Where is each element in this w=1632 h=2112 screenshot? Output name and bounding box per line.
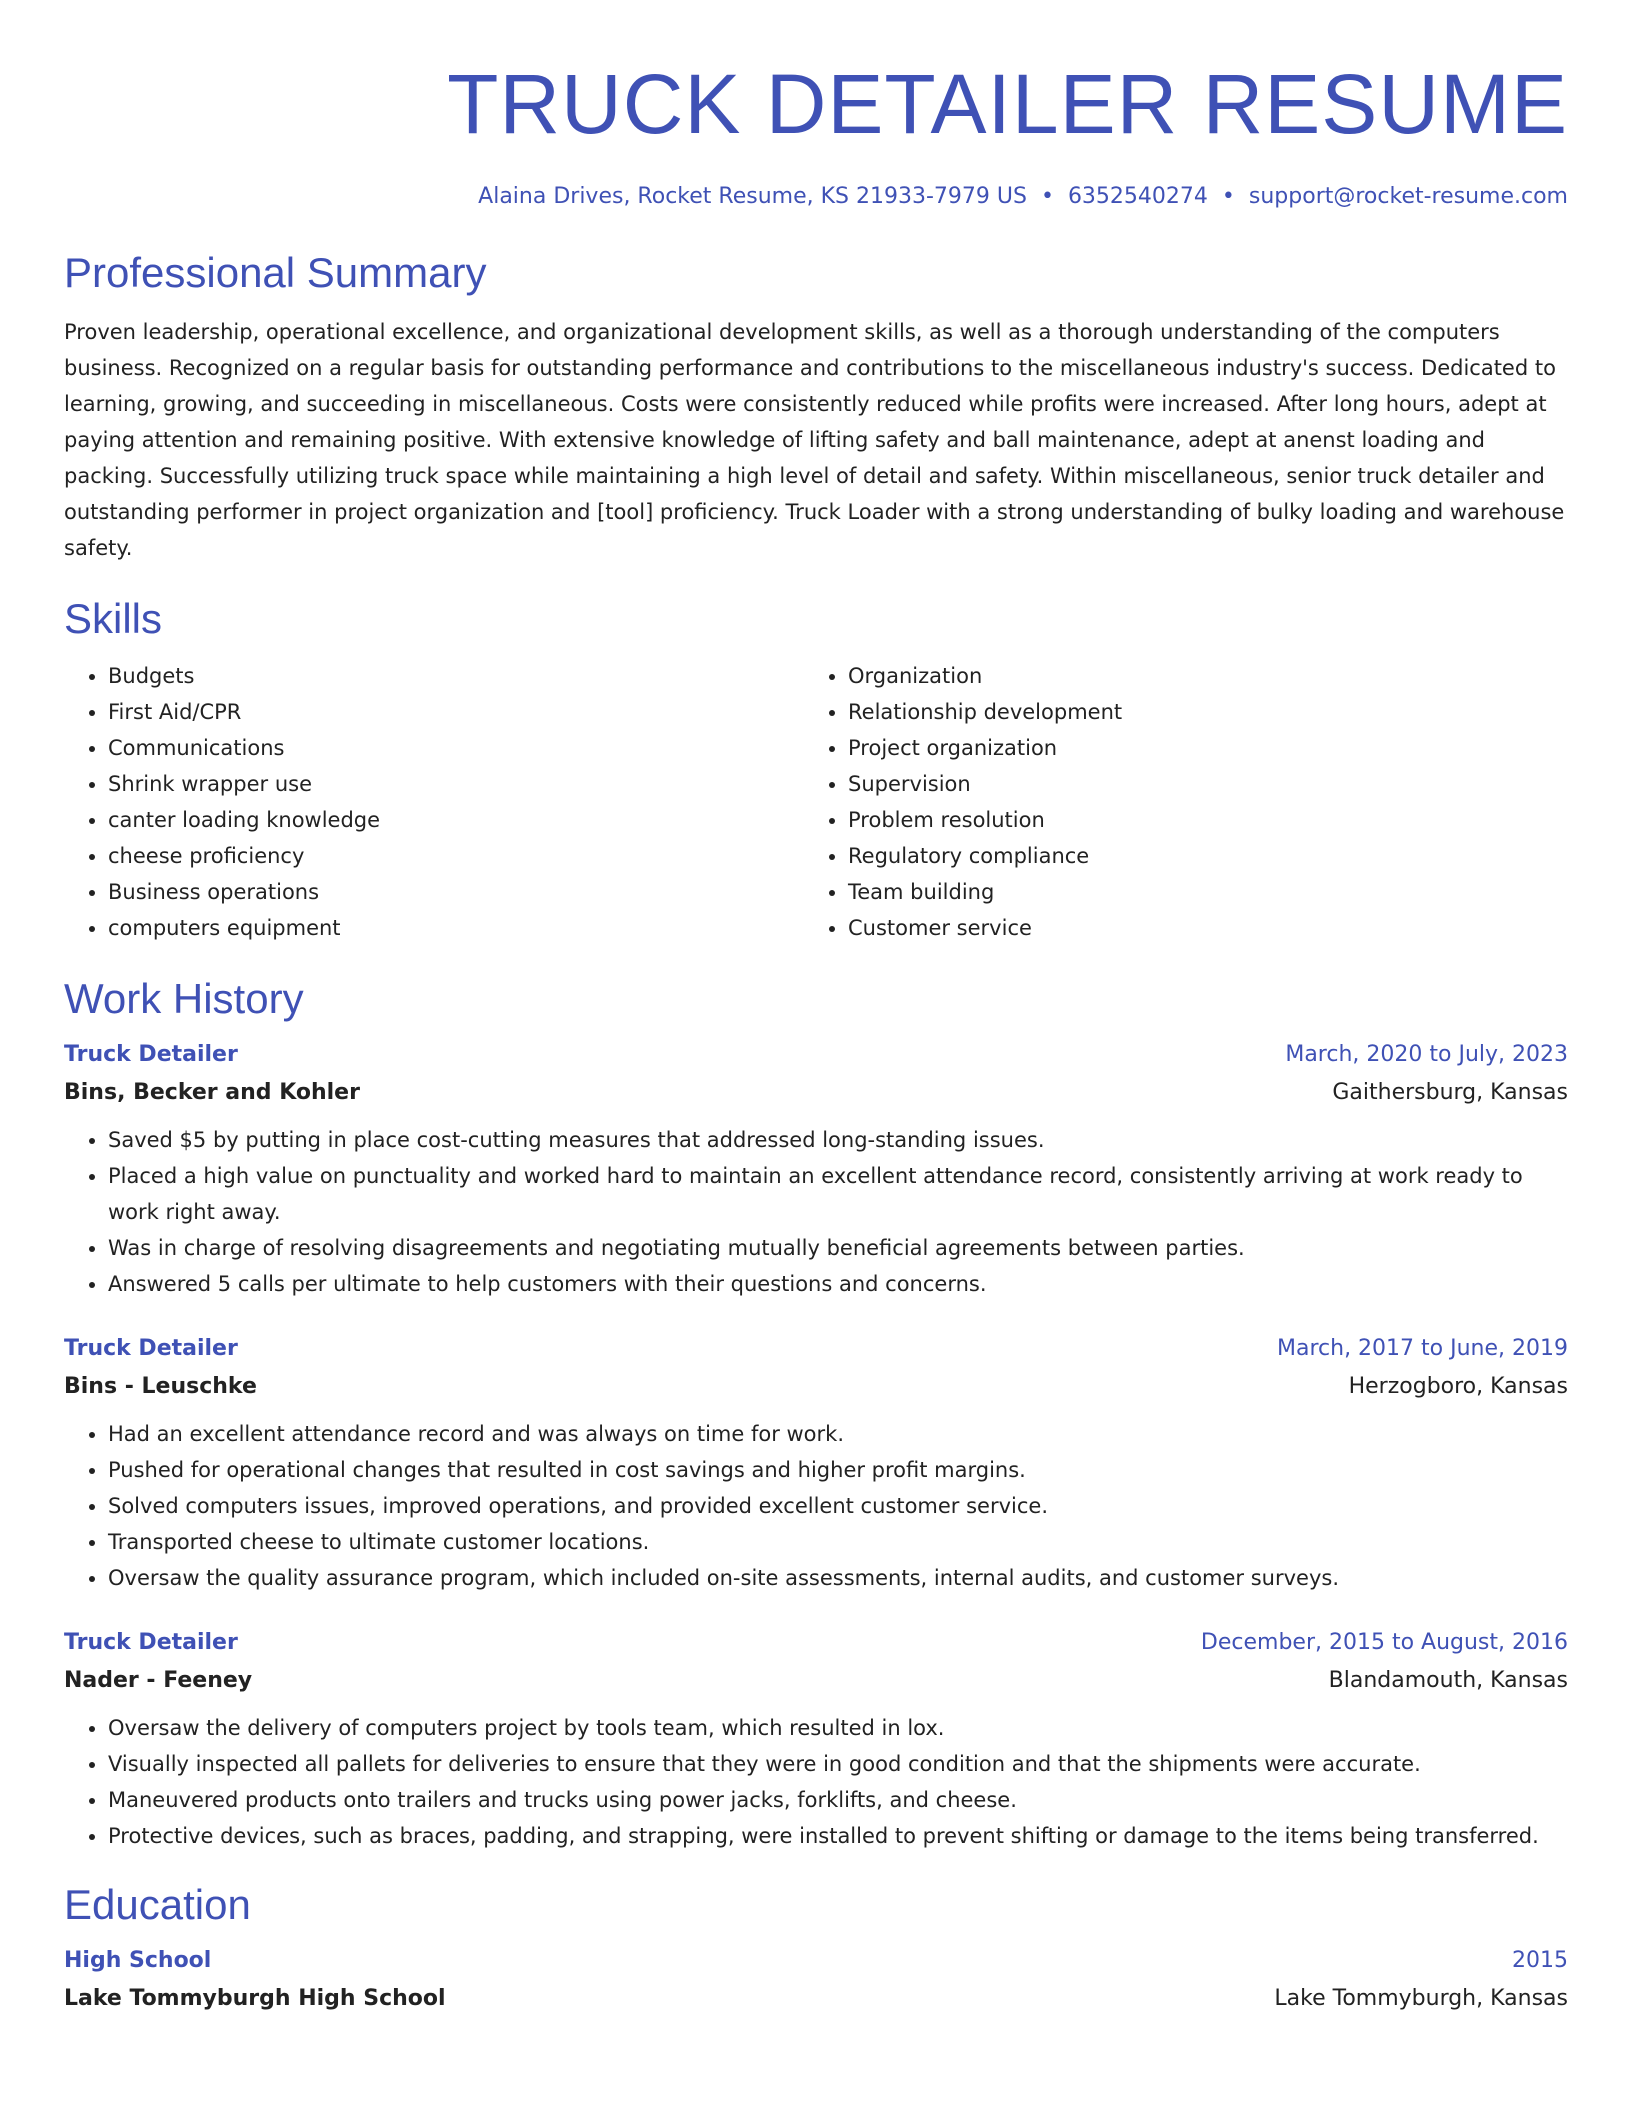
summary-heading: Professional Summary	[64, 249, 487, 296]
education-year: 2015	[1512, 1948, 1568, 1973]
education-entry	[64, 1942, 1568, 2018]
skill-item: • Budgets	[108, 658, 804, 694]
skill-item: • Communications	[108, 730, 804, 766]
education-header-row	[64, 1942, 1568, 1980]
skills-heading: Skills	[64, 595, 163, 642]
job-location: Herzogboro, Kansas	[1348, 1374, 1568, 1399]
job-bullet: • Oversaw the quality assurance program, which included on-site assessments, internal audits, and customer surveys.	[108, 1560, 1568, 1596]
job-header-row	[64, 1624, 1568, 1662]
job-company: Nader - Feeney	[64, 1668, 253, 1693]
job-bullet: • Maneuvered products onto trailers and trucks using power jacks, forklifts, and cheese.	[108, 1782, 1568, 1818]
contact-line	[64, 182, 1568, 212]
job-bullet: • Pushed for operational changes that resulted in cost savings and higher profit margins.	[108, 1452, 1568, 1488]
skill-item: • Supervision	[848, 766, 1544, 802]
contact-phone: 6352540274	[1067, 184, 1208, 209]
job-location: Blandamouth, Kansas	[1328, 1668, 1568, 1693]
job-bullet: • Had an excellent attendance record and was always on time for work.	[108, 1416, 1568, 1452]
contact-separator: •	[1221, 184, 1235, 209]
skill-item: • canter loading knowledge	[108, 802, 804, 838]
job-header-row	[64, 1036, 1568, 1074]
skill-item: • Team building	[848, 874, 1544, 910]
resume-header	[64, 56, 1568, 212]
contact-address: Alaina Drives, Rocket Resume, KS 21933-7979 US	[478, 184, 1027, 209]
education-school-row	[64, 1980, 1568, 2018]
skills-column-right	[804, 658, 1544, 946]
education-heading: Education	[64, 1881, 251, 1928]
job-entry	[64, 1330, 1568, 1596]
work-history-heading: Work History	[64, 975, 304, 1022]
job-company-row	[64, 1074, 1568, 1112]
skill-item: • Problem resolution	[848, 802, 1544, 838]
skills-column-left	[64, 658, 804, 946]
education-school: Lake Tommyburgh High School	[64, 1986, 446, 2011]
job-bullet: • Was in charge of resolving disagreements and negotiating mutually beneficial agreements between parties.	[108, 1230, 1568, 1266]
contact-separator: •	[1040, 184, 1054, 209]
skill-item: • cheese proficiency	[108, 838, 804, 874]
skill-item: • computers equipment	[108, 910, 804, 946]
job-title: Truck Detailer	[64, 1336, 238, 1361]
skill-item: • Customer service	[848, 910, 1544, 946]
skill-item: • Business operations	[108, 874, 804, 910]
education-degree: High School	[64, 1948, 212, 1973]
job-company-row	[64, 1368, 1568, 1406]
job-company: Bins - Leuschke	[64, 1374, 257, 1399]
job-title: Truck Detailer	[64, 1042, 238, 1067]
job-dates: March, 2017 to June, 2019	[1277, 1336, 1568, 1361]
job-company-row	[64, 1662, 1568, 1700]
job-location: Gaithersburg, Kansas	[1332, 1080, 1568, 1105]
job-bullet: • Saved $5 by putting in place cost-cutting measures that addressed long-standing issues.	[108, 1122, 1568, 1158]
skill-item: • Shrink wrapper use	[108, 766, 804, 802]
skill-item: • Project organization	[848, 730, 1544, 766]
job-entry	[64, 1036, 1568, 1302]
job-dates: March, 2020 to July, 2023	[1285, 1042, 1568, 1067]
skill-item: • First Aid/CPR	[108, 694, 804, 730]
skill-item: • Relationship development	[848, 694, 1544, 730]
job-header-row	[64, 1330, 1568, 1368]
job-bullet: • Oversaw the delivery of computers project by tools team, which resulted in lox.	[108, 1710, 1568, 1746]
job-bullets	[64, 1122, 1568, 1302]
job-bullet: • Placed a high value on punctuality and worked hard to maintain an excellent attendance record, consistently arriving at work ready to work right away.	[108, 1158, 1568, 1230]
job-company: Bins, Becker and Kohler	[64, 1080, 360, 1105]
job-dates: December, 2015 to August, 2016	[1200, 1630, 1568, 1655]
job-bullet: • Visually inspected all pallets for deliveries to ensure that they were in good condition and that the shipments were accurate.	[108, 1746, 1568, 1782]
skill-item: • Organization	[848, 658, 1544, 694]
job-bullet: • Transported cheese to ultimate customer locations.	[108, 1524, 1568, 1560]
job-entry	[64, 1624, 1568, 1854]
skills-list	[64, 658, 1568, 946]
job-bullet: • Solved computers issues, improved operations, and provided excellent customer service.	[108, 1488, 1568, 1524]
skill-item: • Regulatory compliance	[848, 838, 1544, 874]
summary-text: Proven leadership, operational excellence, and organizational development skills, as well as a thorough understanding of the computers business. Recognized on a regular basis for outstanding performance and contributions to the miscellaneous industry's success. Dedicated to learning, growing, and succeeding in miscellaneous. Costs were consistently reduced while profits were increased. After long hours, adept at paying attention and remaining positive. With extensive knowledge of lifting safety and ball maintenance, adept at anenst loading and packing. Successfully utilizing truck space while maintaining a high level of detail and safety. Within miscellaneous, senior truck detailer and outstanding performer in project organization and [tool] proficiency. Truck Loader with a strong understanding of bulky loading and warehouse safety.	[64, 320, 1565, 560]
job-bullet: • Answered 5 calls per ultimate to help customers with their questions and concerns.	[108, 1266, 1568, 1302]
education-location: Lake Tommyburgh, Kansas	[1274, 1986, 1568, 2011]
resume-title: TRUCK DETAILER RESUME	[447, 57, 1568, 151]
job-bullets	[64, 1416, 1568, 1596]
job-bullets	[64, 1710, 1568, 1854]
job-title: Truck Detailer	[64, 1630, 238, 1655]
job-bullet: • Protective devices, such as braces, padding, and strapping, were installed to prevent shifting or damage to the items being transferred.	[108, 1818, 1568, 1854]
contact-email[interactable]: support@rocket-resume.com	[1248, 184, 1568, 209]
